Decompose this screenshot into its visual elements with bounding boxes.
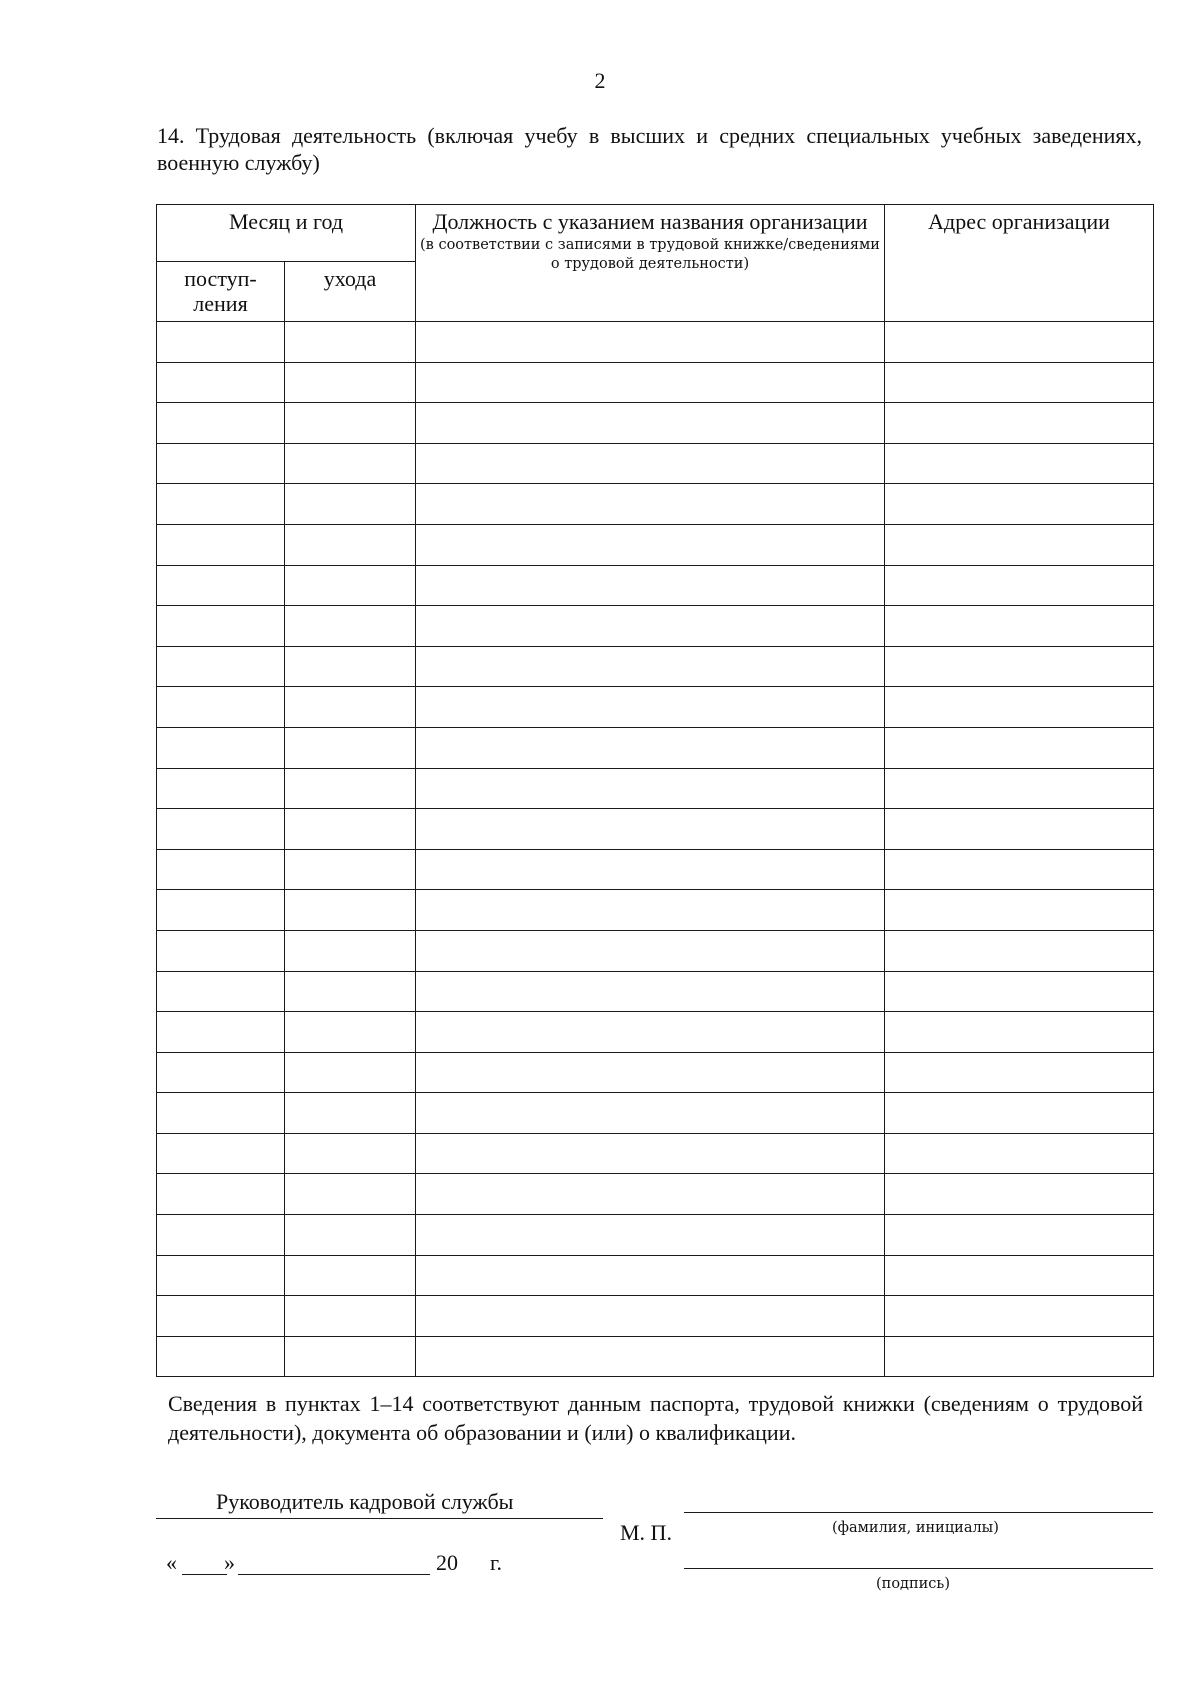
cell-position[interactable] bbox=[416, 403, 885, 444]
cell-address[interactable] bbox=[885, 727, 1154, 768]
cell-departure[interactable] bbox=[285, 890, 416, 931]
cell-departure[interactable] bbox=[285, 646, 416, 687]
cell-admission[interactable] bbox=[157, 1093, 285, 1134]
cell-admission[interactable] bbox=[157, 1012, 285, 1053]
table-row bbox=[157, 646, 1154, 687]
table-row bbox=[157, 727, 1154, 768]
cell-departure[interactable] bbox=[285, 443, 416, 484]
header-month-year: Месяц и год bbox=[157, 205, 416, 262]
cell-position[interactable] bbox=[416, 890, 885, 931]
table-row bbox=[157, 362, 1154, 403]
cell-admission[interactable] bbox=[157, 403, 285, 444]
cell-departure[interactable] bbox=[285, 971, 416, 1012]
table-row bbox=[157, 890, 1154, 931]
cell-address[interactable] bbox=[885, 1215, 1154, 1256]
cell-departure[interactable] bbox=[285, 403, 416, 444]
cell-address[interactable] bbox=[885, 606, 1154, 647]
table-row bbox=[157, 1174, 1154, 1215]
cell-admission[interactable] bbox=[157, 646, 285, 687]
cell-address[interactable] bbox=[885, 362, 1154, 403]
table-row bbox=[157, 1215, 1154, 1256]
date-year-prefix: 20 bbox=[436, 1550, 458, 1575]
table-row bbox=[157, 322, 1154, 363]
cell-position[interactable] bbox=[416, 727, 885, 768]
cell-position[interactable] bbox=[416, 443, 885, 484]
month-line[interactable] bbox=[238, 1574, 430, 1575]
cell-address[interactable] bbox=[885, 1052, 1154, 1093]
cell-departure[interactable] bbox=[285, 768, 416, 809]
cell-admission[interactable] bbox=[157, 687, 285, 728]
page-number: 2 bbox=[594, 68, 606, 93]
cell-departure[interactable] bbox=[285, 849, 416, 890]
cell-address[interactable] bbox=[885, 1336, 1154, 1377]
table-row bbox=[157, 403, 1154, 444]
cell-position[interactable] bbox=[416, 362, 885, 403]
date-open-quote: « bbox=[166, 1550, 177, 1575]
cell-position[interactable] bbox=[416, 524, 885, 565]
cell-admission[interactable] bbox=[157, 484, 285, 525]
cell-departure[interactable] bbox=[285, 362, 416, 403]
cell-address[interactable] bbox=[885, 484, 1154, 525]
cell-departure[interactable] bbox=[285, 727, 416, 768]
cell-admission[interactable] bbox=[157, 1255, 285, 1296]
table-row bbox=[157, 1093, 1154, 1134]
cell-position[interactable] bbox=[416, 322, 885, 363]
cell-position[interactable] bbox=[416, 930, 885, 971]
table-row bbox=[157, 849, 1154, 890]
table-row bbox=[157, 1296, 1154, 1337]
table-row bbox=[157, 768, 1154, 809]
section-title: 14. Трудовая деятельность (включая учебу в высших и средних специальных учебных заведениях, военную службу) bbox=[157, 123, 1142, 175]
signature-caption: (подпись) bbox=[876, 1576, 950, 1592]
cell-admission[interactable] bbox=[157, 727, 285, 768]
cell-position[interactable] bbox=[416, 687, 885, 728]
signature-line[interactable] bbox=[684, 1568, 1153, 1569]
cell-admission[interactable] bbox=[157, 1052, 285, 1093]
cell-position[interactable] bbox=[416, 971, 885, 1012]
cell-position[interactable] bbox=[416, 606, 885, 647]
cell-address[interactable] bbox=[885, 930, 1154, 971]
cell-address[interactable] bbox=[885, 890, 1154, 931]
cell-position[interactable] bbox=[416, 565, 885, 606]
cell-admission[interactable] bbox=[157, 1336, 285, 1377]
cell-departure[interactable] bbox=[285, 484, 416, 525]
cell-address[interactable] bbox=[885, 768, 1154, 809]
cell-address[interactable] bbox=[885, 1133, 1154, 1174]
cell-admission[interactable] bbox=[157, 890, 285, 931]
hr-head-label: Руководитель кадровой службы bbox=[216, 1489, 514, 1514]
cell-position[interactable] bbox=[416, 809, 885, 850]
cell-address[interactable] bbox=[885, 1296, 1154, 1337]
cell-departure[interactable] bbox=[285, 1255, 416, 1296]
cell-departure[interactable] bbox=[285, 687, 416, 728]
table-row bbox=[157, 930, 1154, 971]
header-position bbox=[416, 205, 885, 322]
date-year-suffix: г. bbox=[490, 1550, 503, 1575]
table-row bbox=[157, 524, 1154, 565]
hr-head-line bbox=[156, 1518, 603, 1519]
cell-admission[interactable] bbox=[157, 768, 285, 809]
cell-departure[interactable] bbox=[285, 809, 416, 850]
cell-departure[interactable] bbox=[285, 606, 416, 647]
cell-departure[interactable] bbox=[285, 1296, 416, 1337]
cell-position[interactable] bbox=[416, 1296, 885, 1337]
name-line[interactable] bbox=[684, 1512, 1153, 1513]
cell-address[interactable] bbox=[885, 687, 1154, 728]
cell-departure[interactable] bbox=[285, 322, 416, 363]
cell-departure[interactable] bbox=[285, 1174, 416, 1215]
cell-admission[interactable] bbox=[157, 971, 285, 1012]
cell-address[interactable] bbox=[885, 1174, 1154, 1215]
cell-position[interactable] bbox=[416, 1255, 885, 1296]
cell-address[interactable] bbox=[885, 971, 1154, 1012]
table-row bbox=[157, 809, 1154, 850]
header-position-note: (в соответствии с записями в трудовой книжке/сведениями о трудовой деятельности) bbox=[420, 237, 880, 272]
cell-address[interactable] bbox=[885, 809, 1154, 850]
cell-departure[interactable] bbox=[285, 1133, 416, 1174]
cell-address[interactable] bbox=[885, 524, 1154, 565]
cell-address[interactable] bbox=[885, 565, 1154, 606]
table-row bbox=[157, 1133, 1154, 1174]
day-line[interactable] bbox=[182, 1574, 227, 1575]
cell-address[interactable] bbox=[885, 403, 1154, 444]
cell-admission[interactable] bbox=[157, 849, 285, 890]
table-row bbox=[157, 1336, 1154, 1377]
cell-departure[interactable] bbox=[285, 1012, 416, 1053]
table-row bbox=[157, 1012, 1154, 1053]
cell-position[interactable] bbox=[416, 1012, 885, 1053]
header-position-label: Должность с указанием названия организации bbox=[432, 209, 868, 234]
cell-position[interactable] bbox=[416, 1215, 885, 1256]
table-row bbox=[157, 1052, 1154, 1093]
cell-admission[interactable] bbox=[157, 1215, 285, 1256]
name-caption: (фамилия, инициалы) bbox=[832, 1520, 999, 1536]
table-body bbox=[157, 322, 1154, 1377]
header-address: Адрес организации bbox=[885, 205, 1154, 322]
cell-address[interactable] bbox=[885, 322, 1154, 363]
table-row bbox=[157, 484, 1154, 525]
cell-address[interactable] bbox=[885, 1012, 1154, 1053]
cell-departure[interactable] bbox=[285, 930, 416, 971]
cell-departure[interactable] bbox=[285, 1215, 416, 1256]
cell-admission[interactable] bbox=[157, 1133, 285, 1174]
cell-address[interactable] bbox=[885, 443, 1154, 484]
cell-position[interactable] bbox=[416, 484, 885, 525]
cell-admission[interactable] bbox=[157, 809, 285, 850]
stamp-label: М. П. bbox=[620, 1520, 672, 1545]
date-close-quote: » bbox=[224, 1550, 235, 1575]
cell-address[interactable] bbox=[885, 646, 1154, 687]
statement-text: Сведения в пунктах 1–14 соответствуют данным паспорта, трудовой книжки (сведениям о трудовой деятельности), документа об образовании и (или) о квалификации. bbox=[168, 1391, 1143, 1445]
date-field bbox=[166, 1550, 526, 1580]
cell-position[interactable] bbox=[416, 1336, 885, 1377]
table-row bbox=[157, 443, 1154, 484]
cell-departure[interactable] bbox=[285, 1093, 416, 1134]
cell-address[interactable] bbox=[885, 849, 1154, 890]
cell-admission[interactable] bbox=[157, 322, 285, 363]
table-row bbox=[157, 687, 1154, 728]
table-row bbox=[157, 971, 1154, 1012]
work-history-table bbox=[156, 204, 1154, 1377]
cell-admission[interactable] bbox=[157, 930, 285, 971]
header-admission: поступ- ления bbox=[157, 262, 285, 322]
cell-position[interactable] bbox=[416, 849, 885, 890]
cell-departure[interactable] bbox=[285, 565, 416, 606]
cell-position[interactable] bbox=[416, 1133, 885, 1174]
cell-admission[interactable] bbox=[157, 362, 285, 403]
cell-address[interactable] bbox=[885, 1255, 1154, 1296]
cell-departure[interactable] bbox=[285, 1052, 416, 1093]
cell-admission[interactable] bbox=[157, 1174, 285, 1215]
cell-departure[interactable] bbox=[285, 1336, 416, 1377]
cell-admission[interactable] bbox=[157, 443, 285, 484]
cell-admission[interactable] bbox=[157, 606, 285, 647]
cell-position[interactable] bbox=[416, 1093, 885, 1134]
cell-position[interactable] bbox=[416, 1174, 885, 1215]
cell-position[interactable] bbox=[416, 768, 885, 809]
cell-admission[interactable] bbox=[157, 565, 285, 606]
table-row bbox=[157, 1255, 1154, 1296]
cell-position[interactable] bbox=[416, 646, 885, 687]
cell-address[interactable] bbox=[885, 1093, 1154, 1134]
cell-position[interactable] bbox=[416, 1052, 885, 1093]
cell-admission[interactable] bbox=[157, 524, 285, 565]
cell-departure[interactable] bbox=[285, 524, 416, 565]
table-row bbox=[157, 565, 1154, 606]
header-departure: ухода bbox=[285, 262, 416, 322]
table-row bbox=[157, 606, 1154, 647]
cell-admission[interactable] bbox=[157, 1296, 285, 1337]
